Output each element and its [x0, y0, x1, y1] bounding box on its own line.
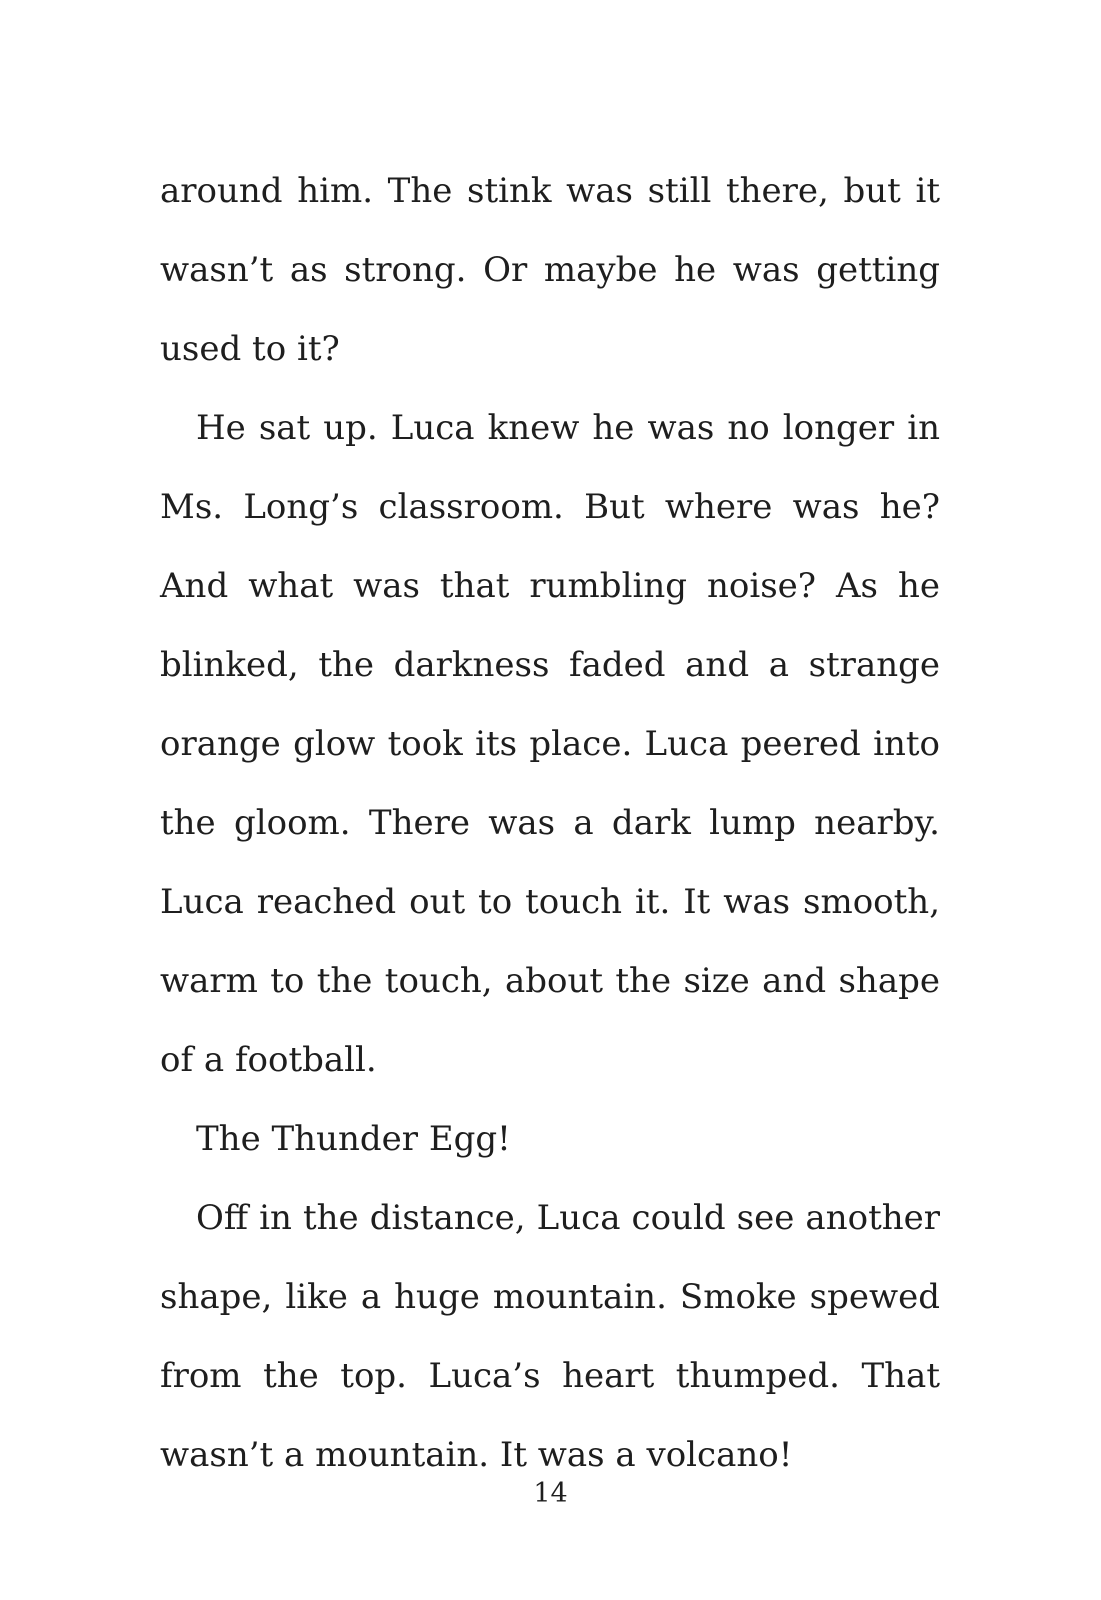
- body-text: [160, 152, 940, 1495]
- paragraph-2: He sat up. Luca knew he was no longer in Ms. Long’s classroom. But where was he? And what was that rumbling noise? As he blinked, the darkness faded and a strange orange glow took its place. Luca peered into the gloom. There was a dark lump nearby. Luca reached out to touch it. It was smooth, warm to the touch, about the size and shape of a football.: [160, 408, 940, 1080]
- paragraph-1: around him. The stink was still there, but it wasn’t as strong. Or maybe he was getting used to it?: [160, 171, 940, 369]
- paragraph-4: Off in the distance, Luca could see another shape, like a huge mountain. Smoke spewed from the top. Luca’s heart thumped. That wasn’t a mountain. It was a volcano!: [160, 1198, 940, 1475]
- page-number: 14: [533, 1478, 568, 1509]
- paragraph-3: The Thunder Egg!: [196, 1119, 511, 1159]
